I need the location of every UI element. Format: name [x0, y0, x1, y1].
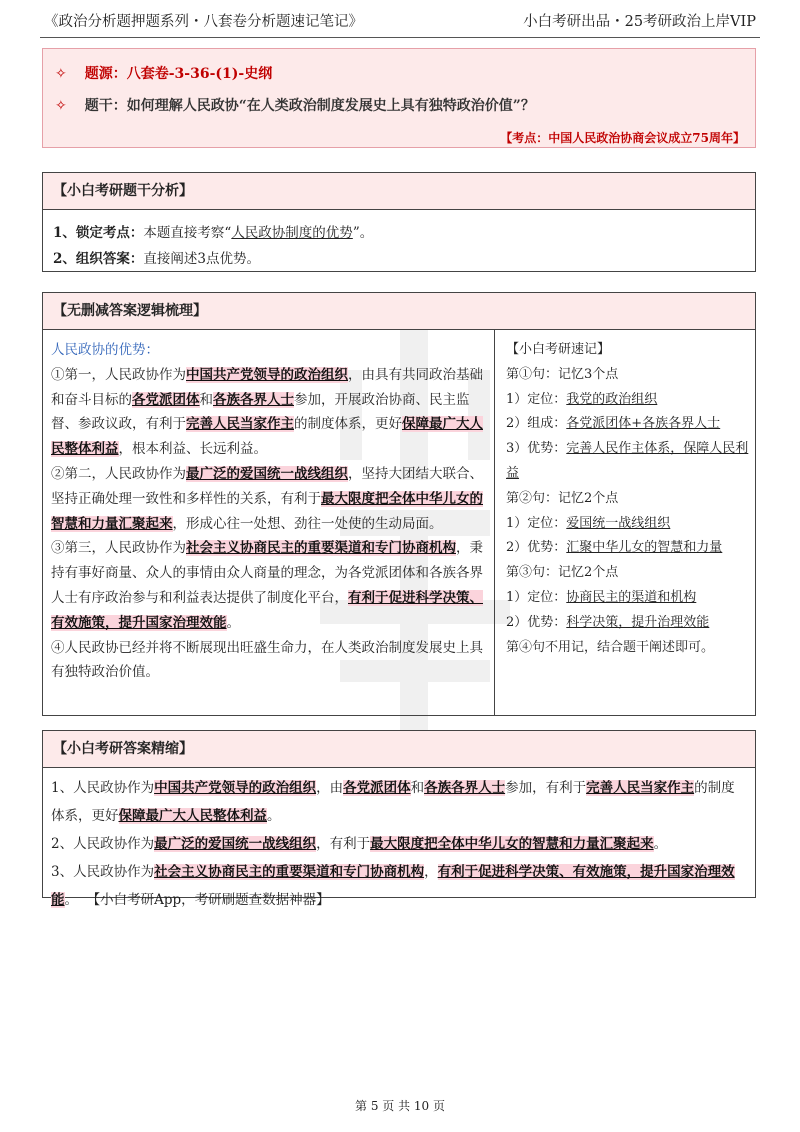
analysis-title: 【小白考研题干分析】	[43, 173, 755, 210]
refined-point-3: 3、人民政协作为社会主义协商民主的重要渠道和专门协商机构，有利于促进科学决策、有效施策，提升国家治理效能。 【小白考研App，考研刷题查数据神器】	[51, 864, 735, 908]
app-note: 【小白考研App，考研刷题查数据神器】	[86, 892, 330, 908]
logic-subtitle: 人民政协的优势：	[51, 342, 159, 358]
logic-box	[42, 292, 756, 716]
memo-s3-item: 2）优势：科学决策，提升治理效能	[506, 614, 710, 630]
memo-title: 【小白考研速记】	[506, 342, 611, 357]
memo-s2-item: 1）定位：爱国统一战线组织	[506, 515, 671, 531]
kaodian-tag: 【考点：中国人民政治协商会议成立75周年】	[500, 131, 745, 145]
diamond-icon: ✧	[55, 66, 67, 82]
memo-s3: 第③句：记忆2个点	[506, 565, 619, 581]
memo-s4: 第④句不用记，结合题干阐述即可。	[506, 639, 715, 655]
logic-point-2: ②第二，人民政协作为最广泛的爱国统一战线组织，坚持大团结大联合、坚持正确处理一致性和多样性的关系，有利于最大限度把全体中华儿女的智慧和力量汇聚起来，形成心往一处想、劲往一处使的生动局面。	[51, 465, 483, 532]
memo-s3-item: 1）定位：协商民主的渠道和机构	[506, 589, 697, 605]
memo-column	[496, 330, 755, 715]
header-divider	[40, 37, 760, 38]
page-number: 第 5 页 共 10 页	[355, 1099, 445, 1113]
memo-s2-item: 2）优势：汇聚中华儿女的智慧和力量	[506, 540, 723, 556]
logic-point-3: ③第三，人民政协作为社会主义协商民主的重要渠道和专门协商机构，秉持有事好商量、众人的事情由众人商量的理念，为各党派团体和各族各界人士有序政治参与和利益表达提供了制度化平台，有利于促进科学决策、有效施策，提升国家治理效能。	[51, 540, 483, 631]
logic-answer-column	[43, 330, 495, 715]
refined-title: 【小白考研答案精缩】	[43, 731, 755, 768]
memo-s1-item: 3）优势：完善人民作主体系，保障人民利益	[506, 441, 749, 481]
analysis-box	[42, 172, 756, 272]
memo-s1-item: 1）定位：我党的政治组织	[506, 391, 658, 407]
memo-s2: 第②句：记忆2个点	[506, 490, 619, 506]
logic-point-1: ①第一，人民政协作为中国共产党领导的政治组织，由具有共同政治基础和奋斗目标的各党派团体和各族各界人士参加，开展政治协商、民主监督、参政议政，有利于完善人民当家作主的制度体系，更好保障最广大人民整体利益，根本利益、长远利益。	[51, 366, 483, 458]
memo-s1-item: 2）组成：各党派团体+各族各界人士	[506, 416, 721, 432]
logic-title: 【无删减答案逻辑梳理】	[43, 293, 755, 330]
refined-point-2: 2、人民政协作为最广泛的爱国统一战线组织，有利于最大限度把全体中华儿女的智慧和力量汇聚起来。	[51, 836, 668, 852]
diamond-icon: ✧	[55, 98, 67, 114]
refined-point-1: 1、人民政协作为中国共产党领导的政治组织，由各党派团体和各族各界人士参加，有利于完善人民当家作主的制度体系，更好保障最广大人民整体利益。	[51, 780, 735, 824]
question-box	[42, 48, 756, 148]
header-brand: 小白考研出品・25考研政治上岸VIP	[523, 14, 756, 30]
analysis-line-2: 2、组织答案：直接阐述3点优势。	[53, 251, 260, 267]
header-doc-title: 《政治分析题押题系列・八套卷分析题速记笔记》	[44, 14, 363, 30]
refined-body	[43, 768, 755, 914]
analysis-line-1: 1、锁定考点：本题直接考察“人民政协制度的优势”。	[53, 225, 374, 241]
logic-point-4: ④人民政协已经并将不断展现出旺盛生命力，在人类政治制度发展史上具有独特政治价值。	[51, 639, 483, 681]
memo-s1: 第①句：记忆3个点	[506, 366, 619, 382]
refined-box	[42, 730, 756, 908]
question-source: ✧ 题源：八套卷-3-36-(1)-史纲	[55, 66, 273, 82]
question-stem: ✧ 题干：如何理解人民政协“在人类政治制度发展史上具有独特政治价值”？	[55, 98, 535, 114]
